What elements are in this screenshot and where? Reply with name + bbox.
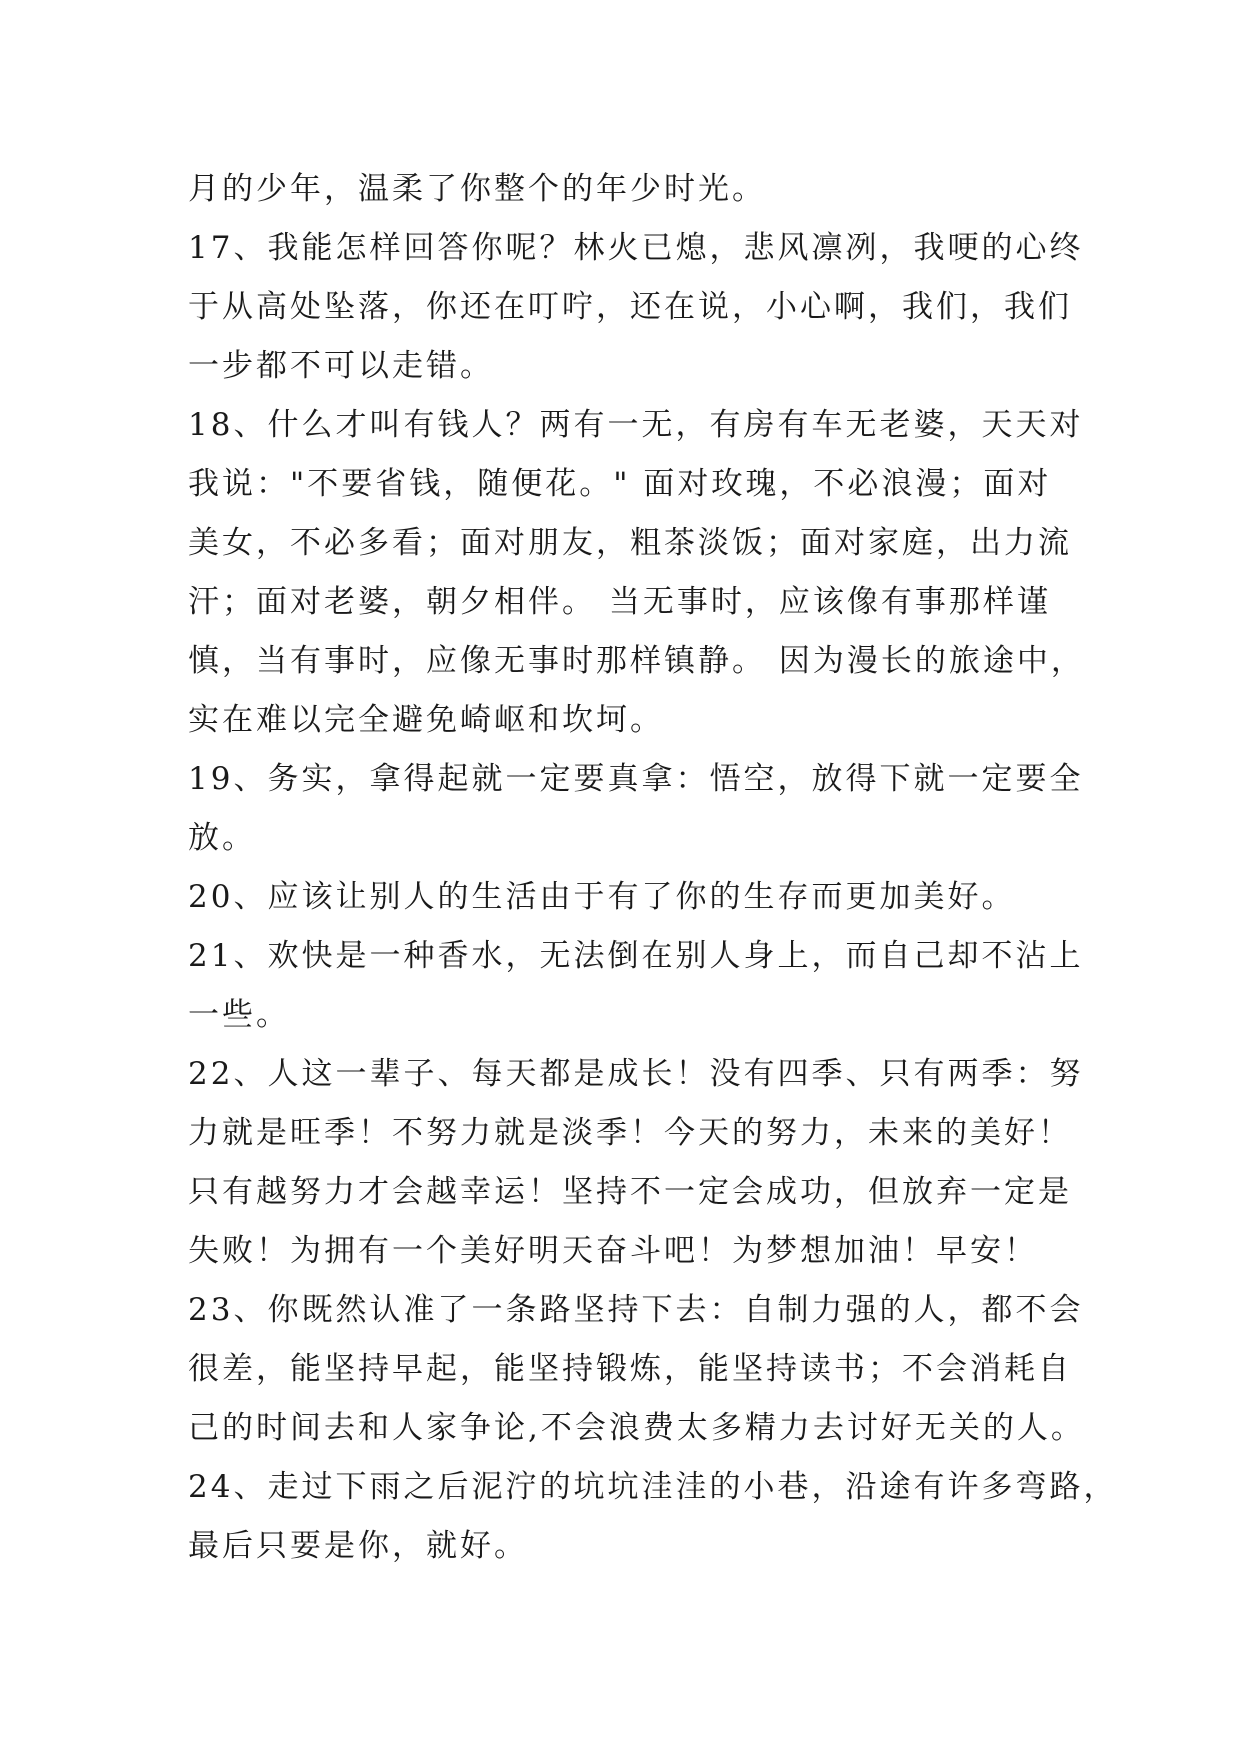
text-line: 一些。	[188, 997, 290, 1033]
text-line: 24、走过下雨之后泥泞的坑坑洼洼的小巷，沿途有许多弯路，	[188, 1469, 1118, 1505]
text-line: 一步都不可以走错。	[188, 348, 494, 384]
text-line: 慎，当有事时，应像无事时那样镇静。 因为漫长的旅途中，	[188, 643, 1085, 679]
text-line: 很差，能坚持早起，能坚持锻炼，能坚持读书；不会消耗自	[188, 1351, 1072, 1387]
text-line: 20、应该让别人的生活由于有了你的生存而更加美好。	[188, 879, 1016, 915]
text-line: 19、务实，拿得起就一定要真拿：悟空，放得下就一定要全	[188, 761, 1084, 797]
text-line: 23、你既然认准了一条路坚持下去：自制力强的人，都不会	[188, 1292, 1084, 1328]
text-line: 放。	[188, 820, 256, 856]
text-line: 于从高处坠落，你还在叮咛，还在说，小心啊，我们，我们	[188, 289, 1072, 325]
text-line: 22、人这一辈子、每天都是成长！没有四季、只有两季：努	[188, 1056, 1084, 1092]
text-line: 18、什么才叫有钱人？两有一无，有房有车无老婆，天天对	[188, 407, 1084, 443]
text-line: 我说："不要省钱，随便花。" 面对玫瑰，不必浪漫；面对	[188, 466, 1052, 502]
text-line: 17、我能怎样回答你呢？林火已熄，悲风凛冽，我哽的心终	[188, 230, 1084, 266]
text-line: 美女，不必多看；面对朋友，粗茶淡饭；面对家庭，出力流	[188, 525, 1072, 561]
text-line: 月的少年，温柔了你整个的年少时光。	[188, 171, 766, 207]
text-line: 失败！为拥有一个美好明天奋斗吧！为梦想加油！早安！	[188, 1233, 1038, 1269]
text-line: 只有越努力才会越幸运！坚持不一定会成功，但放弃一定是	[188, 1174, 1072, 1210]
text-line: 汗；面对老婆，朝夕相伴。 当无事时，应该像有事那样谨	[188, 584, 1051, 620]
text-line: 最后只要是你，就好。	[188, 1528, 528, 1564]
text-line: 21、欢快是一种香水，无法倒在别人身上，而自己却不沾上	[188, 938, 1084, 974]
document-body	[188, 160, 1118, 1576]
text-line: 实在难以完全避免崎岖和坎坷。	[188, 702, 664, 738]
text-line: 己的时间去和人家争论,不会浪费太多精力去讨好无关的人。	[188, 1410, 1085, 1446]
text-line: 力就是旺季！不努力就是淡季！今天的努力，未来的美好！	[188, 1115, 1072, 1151]
